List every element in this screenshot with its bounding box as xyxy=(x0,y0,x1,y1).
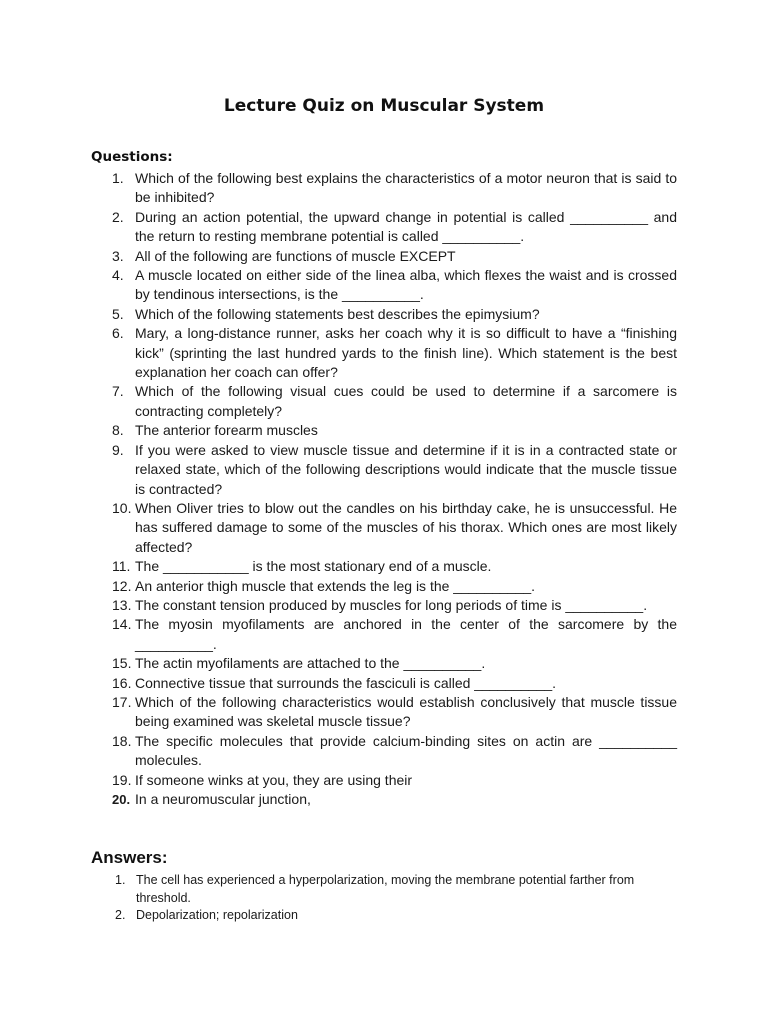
question-item-number: 7. xyxy=(112,383,124,400)
question-item-number: 6. xyxy=(112,325,124,342)
question-item-number: 18. xyxy=(112,732,132,749)
question-item-text: Which of the following statements best describes the epimysium? xyxy=(135,305,540,322)
questions-heading: Questions: xyxy=(91,149,173,165)
question-item-text: The actin myofilaments are attached to the __________. xyxy=(135,655,486,672)
question-item-number: 19. xyxy=(112,771,132,788)
question-item xyxy=(0,169,768,208)
question-item-text: A muscle located on either side of the linea alba, which flexes the waist and is crossed by tendinous intersections, is the __________. xyxy=(135,267,677,303)
question-item xyxy=(0,693,768,732)
question-item xyxy=(0,674,768,693)
question-item-text: The constant tension produced by muscles for long periods of time is __________. xyxy=(135,596,648,613)
question-item-text: Which of the following visual cues could be used to determine if a sarcomere is contracting completely? xyxy=(135,383,677,419)
question-item xyxy=(0,557,768,576)
question-item-number: 20. xyxy=(112,792,131,807)
question-item xyxy=(0,441,768,499)
questions-list xyxy=(0,169,768,809)
question-item xyxy=(0,266,768,305)
answer-item-number: 1. xyxy=(115,873,126,887)
question-item-number: 11. xyxy=(112,558,131,575)
question-item-number: 3. xyxy=(112,247,124,264)
question-item xyxy=(0,305,768,324)
question-item xyxy=(0,499,768,557)
question-item xyxy=(0,615,768,654)
question-item xyxy=(0,577,768,596)
question-item-text: In a neuromuscular junction, xyxy=(135,791,311,807)
question-item xyxy=(0,596,768,615)
question-item-number: 15. xyxy=(112,655,132,672)
answer-item-text: The cell has experienced a hyperpolarization, moving the membrane potential farther from threshold. xyxy=(136,873,635,905)
question-item-text: Which of the following best explains the characteristics of a motor neuron that is said to be inhibited? xyxy=(135,170,677,206)
question-item-number: 2. xyxy=(112,208,124,225)
question-item-number: 17. xyxy=(112,693,132,710)
question-item-text: The myosin myofilaments are anchored in the center of the sarcomere by the __________. xyxy=(135,616,677,652)
answer-item xyxy=(0,872,768,907)
answers-list xyxy=(0,872,768,925)
question-item-number: 1. xyxy=(112,170,124,186)
question-item xyxy=(0,771,768,790)
question-item-text: The ___________ is the most stationary end of a muscle. xyxy=(135,558,492,575)
document-title: Lecture Quiz on Muscular System xyxy=(223,96,545,116)
question-item xyxy=(0,732,768,771)
question-item-number: 16. xyxy=(112,674,132,691)
question-item-text: The anterior forearm muscles xyxy=(135,422,318,439)
question-item-text: Which of the following characteristics would establish conclusively that muscle tissue being examined was skeletal muscle tissue? xyxy=(135,693,677,730)
question-item-number: 8. xyxy=(112,422,124,439)
question-item-number: 5. xyxy=(112,305,124,322)
question-item xyxy=(0,324,768,382)
question-item-text: During an action potential, the upward change in potential is called __________ and the return to resting membrane potential is called __________. xyxy=(135,208,677,245)
question-item-number: 9. xyxy=(112,441,124,458)
question-item-number: 12. xyxy=(112,577,132,594)
question-item xyxy=(0,421,768,440)
question-item-number: 10. xyxy=(112,499,132,516)
question-item-text: The specific molecules that provide calcium-binding sites on actin are __________ molecules. xyxy=(135,732,677,769)
question-item xyxy=(0,382,768,421)
question-item xyxy=(0,790,768,809)
question-item-text: An anterior thigh muscle that extends the leg is the __________. xyxy=(135,577,536,594)
question-item-text: If someone winks at you, they are using their xyxy=(135,771,413,788)
answer-item xyxy=(0,907,768,925)
question-item-text: If you were asked to view muscle tissue and determine if it is in a contracted state or relaxed state, which of the following descriptions would indicate that the muscle tissue is contracted? xyxy=(135,441,677,497)
question-item xyxy=(0,247,768,266)
answer-item-text: Depolarization; repolarization xyxy=(136,908,298,922)
question-item-number: 13. xyxy=(112,596,132,613)
question-item xyxy=(0,208,768,247)
question-item-text: Mary, a long-distance runner, asks her coach why it is so difficult to have a “finishing kick” (sprinting the last hundred yards to the finish line). Which statement is the best explanation her coach can offer? xyxy=(135,325,677,381)
question-item-text: When Oliver tries to blow out the candles on his birthday cake, he is unsuccessful. He has suffered damage to some of the muscles of his thorax. Which ones are most likely affected? xyxy=(135,499,677,555)
question-item-text: All of the following are functions of muscle EXCEPT xyxy=(135,247,456,264)
question-item-number: 4. xyxy=(112,267,124,284)
answers-heading: Answers: xyxy=(91,848,168,867)
question-item xyxy=(0,654,768,673)
question-item-text: Connective tissue that surrounds the fasciculi is called __________. xyxy=(135,674,557,691)
answer-item-number: 2. xyxy=(115,908,126,922)
question-item-number: 14. xyxy=(112,616,132,633)
